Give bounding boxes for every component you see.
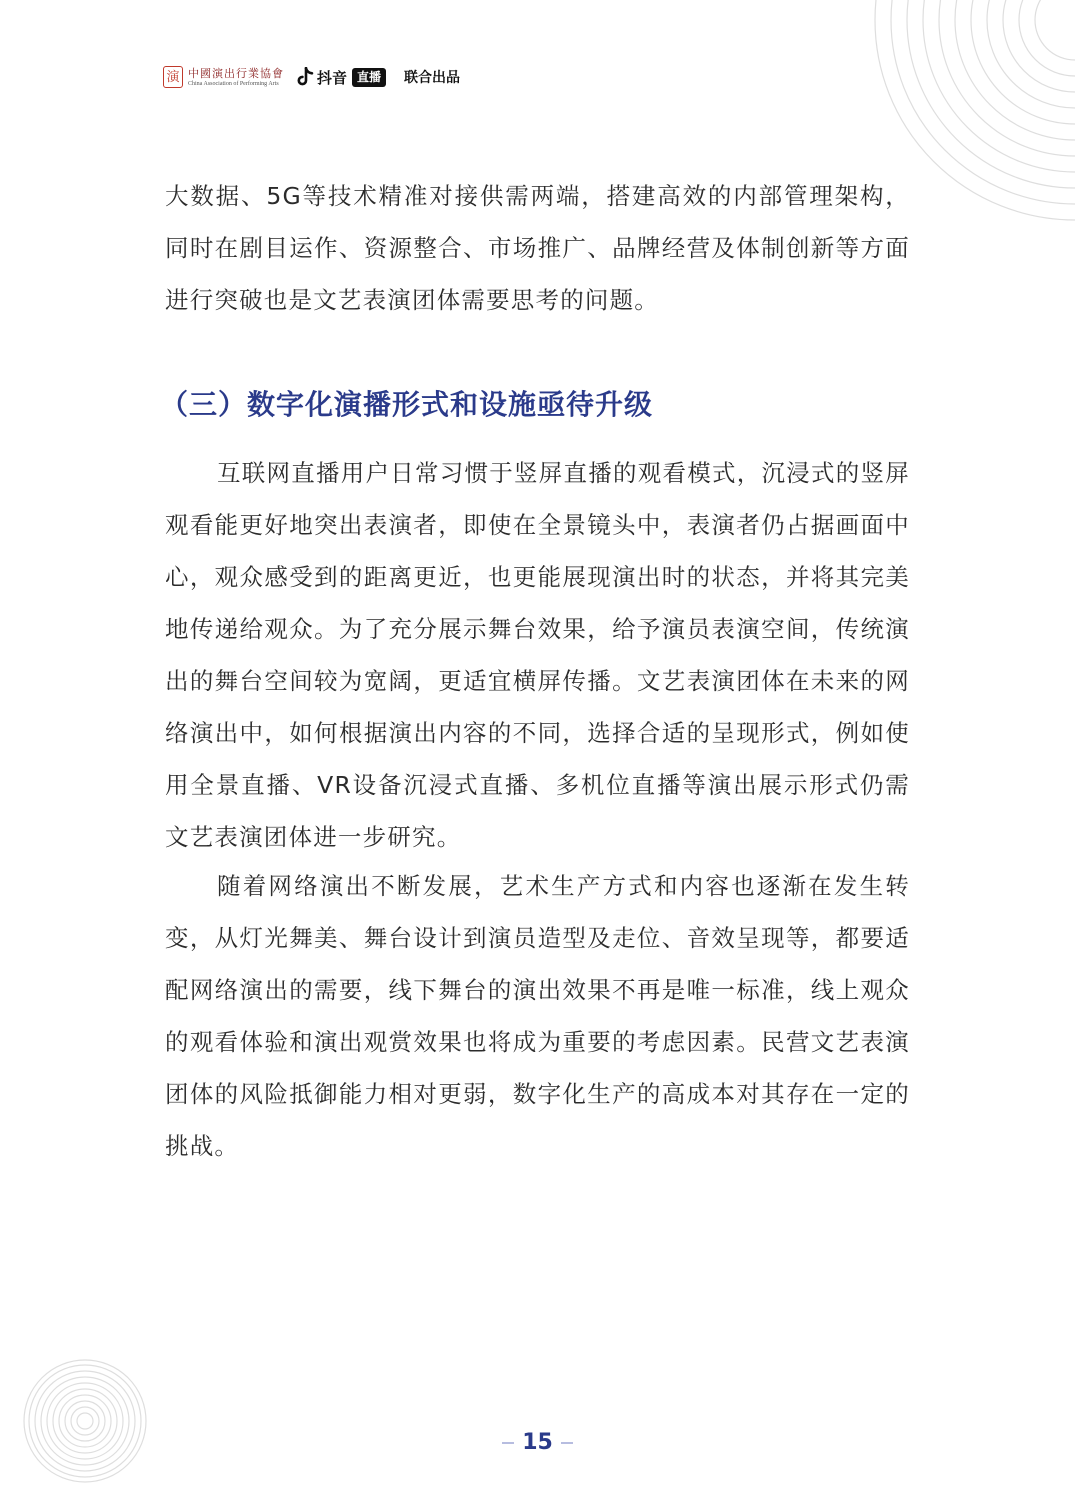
intro-paragraph: 大数据、5G等技术精准对接供需两端，搭建高效的内部管理架构，同时在剧目运作、资源整合、市场推广、品牌经营及体制创新等方面进行突破也是文艺表演团体需要思考的问题。: [165, 182, 910, 314]
douyin-name: 抖音: [317, 68, 348, 87]
joint-production-label: 联合出品: [404, 70, 461, 86]
douyin-note-icon: [296, 67, 314, 87]
body-paragraph-2: 随着网络演出不断发展，艺术生产方式和内容也逐渐在发生转变，从灯光舞美、舞台设计到演员造型及走位、音效呈现等，都要适配网络演出的需要，线下舞台的演出效果不再是唯一标准，线上观众的观看体验和演出观赏效果也将成为重要的考虑因素。民营文艺表演团体的风险抵御能力相对更弱，数字化生产的高成本对其存在一定的挑战。: [165, 872, 910, 1160]
association-name: [188, 67, 284, 88]
live-badge: 直播: [352, 68, 386, 87]
header-logos: [163, 60, 460, 94]
association-name-cn: 中國演出行業協會: [188, 66, 284, 80]
page-number-right-dash: [561, 1442, 573, 1444]
page-number-left-dash: [502, 1442, 514, 1444]
douyin-live-logo: [296, 67, 386, 88]
page-number-value: 15: [522, 1430, 553, 1455]
body-paragraph-1: 互联网直播用户日常习惯于竖屏直播的观看模式，沉浸式的竖屏观看能更好地突出表演者，即使在全景镜头中，表演者仍占据画面中心，观众感受到的距离更近，也更能展现演出时的状态，并将其完美地传递给观众。为了充分展示舞台效果，给予演员表演空间，传统演出的舞台空间较为宽阔，更适宜横屏传播。文艺表演团体在未来的网络演出中，如何根据演出内容的不同，选择合适的呈现形式，例如使用全景直播、VR设备沉浸式直播、多机位直播等演出展示形式仍需文艺表演团体进一步研究。: [165, 459, 910, 851]
association-name-en: China Association of Performing Arts: [188, 80, 279, 87]
section-title: （三）数字化演播形式和设施亟待升级: [160, 388, 654, 421]
page-number: [0, 1428, 1075, 1458]
association-seal-logo: 演: [163, 66, 183, 88]
bottom-left-rings-decoration: [22, 1358, 148, 1484]
